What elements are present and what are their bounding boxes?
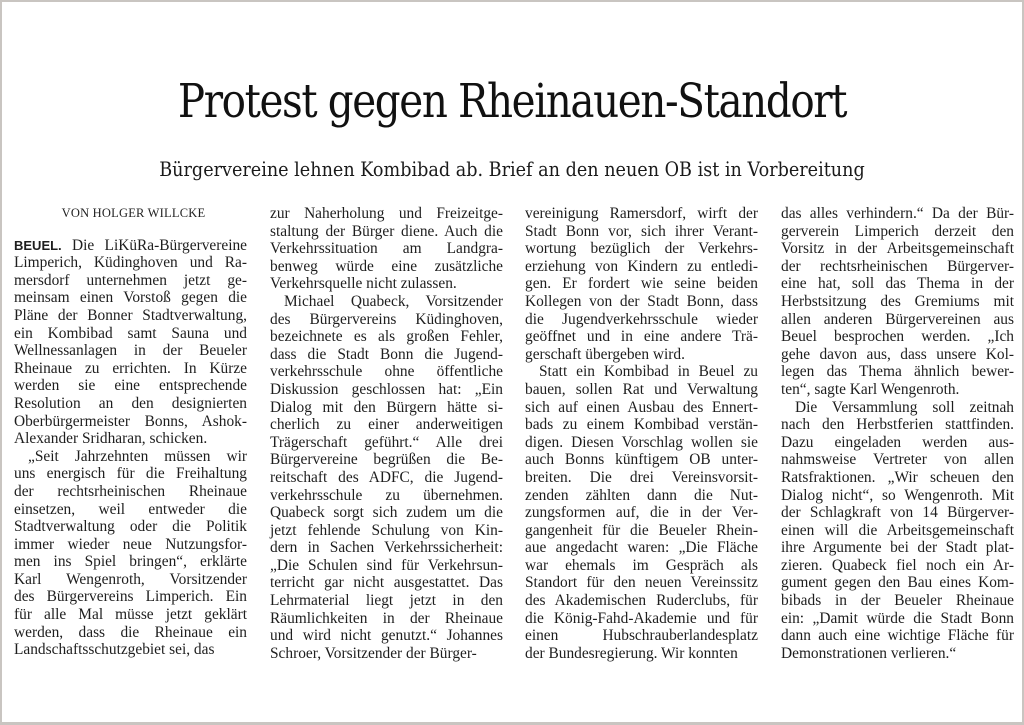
text-line: Diskussion geschlossen hat: „Ein xyxy=(270,380,503,398)
text-line: staltung der Bürger diene. Auch die xyxy=(270,222,503,240)
text-line: Quabeck sorgt sich zudem um die xyxy=(270,504,503,522)
text-line: des Bürgervereins Limperich. Ein xyxy=(14,588,247,606)
text-line: sich auf einen Ausbau des Ennert- xyxy=(525,398,758,416)
text-line: einen will die Arbeitsgemeinschaft xyxy=(781,521,1014,539)
text-line: Kollegen von der Stadt Bonn, dass xyxy=(525,292,758,310)
text-line: ten“, sagte Karl Wengenroth. xyxy=(781,380,960,398)
text-line: Resolution an den designierten xyxy=(14,394,247,412)
text-line: zenden zählten dann die Nut- xyxy=(525,486,758,504)
text-line: und wird nicht genutzt.“ Johannes xyxy=(270,627,503,645)
text-line: Bürgervereine begrüßen die Be- xyxy=(270,451,503,469)
text-line: „Seit Jahrzehnten müssen wir xyxy=(28,447,247,465)
text-line: Wellnessanlagen in der Beueler xyxy=(14,342,247,360)
text-line: bauen, sollen Rat und Verwaltung xyxy=(525,380,758,398)
text-line: benweg würde eine zusätzliche xyxy=(270,257,503,275)
text-line: Herbstsitzung des Gremiums mit xyxy=(781,292,1014,310)
article-column-4 xyxy=(781,205,1014,662)
text-line: Oberbürgermeister Bonns, Ashok- xyxy=(14,412,247,430)
text-line: bads zu einem Kombibad verstän- xyxy=(525,416,758,434)
text-line: für alle Mal müsse jetzt geklärt xyxy=(14,606,247,624)
headline: Protest gegen Rheinauen-Standort xyxy=(177,74,847,129)
text-line: gument gegen den Bau eines Kom- xyxy=(781,574,1014,592)
text-line: zieren. Quabeck fiel noch ein Ar- xyxy=(781,556,1014,574)
text-line: immer wieder neue Nutzungsfor- xyxy=(14,535,247,553)
article-column-3 xyxy=(525,205,758,662)
text-line: men ins Spiel bringen“, erklärte xyxy=(14,553,247,571)
paragraph xyxy=(781,205,1014,399)
text-line: Schroer, Vorsitzender der Bürger- xyxy=(270,644,477,662)
text-line: jetzt fehlende Schulung von Kin- xyxy=(270,521,503,539)
text-line: verkehrsschule ohne öffentliche xyxy=(270,363,503,381)
text-line: Stadt Bonn vor, sich ihrer Verant- xyxy=(525,222,758,240)
text-line: uns energisch für die Freihaltung xyxy=(14,465,247,483)
text-line: cherlich zu einer anderweitigen xyxy=(270,416,503,434)
text-line: legen das Thema ähnlich bewer- xyxy=(781,363,1014,381)
text-line: gerschaft übergeben wird. xyxy=(525,345,685,363)
text-line: Die Versammlung soll zeitnah xyxy=(795,398,1014,416)
text-line: Landschaftsschutzgebiet sei, das xyxy=(14,641,215,659)
text-line: werden sie eine entsprechende xyxy=(14,377,247,395)
text-line: des Bürgervereins Küdinghoven, xyxy=(270,310,503,328)
text-line: Vorsitz in der Arbeitsgemeinschaft xyxy=(781,240,1014,258)
text-line: Rheinaue zu errichten. In Kürze xyxy=(14,359,247,377)
text-line: nach den Herbstferien stattfinden. xyxy=(781,416,1014,434)
text-line: werden, dass die Rheinaue ein xyxy=(14,623,247,641)
text-line: war ehemals im Gespräch als xyxy=(525,556,758,574)
text-line: gehe davon aus, dass unsere Kol- xyxy=(781,345,1014,363)
paragraph xyxy=(14,237,247,448)
text-line: Trägerschaft geführt.“ Alle drei xyxy=(270,433,503,451)
text-line: des Akademischen Ruderclubs, für xyxy=(525,592,758,610)
text-line: verkehrsschule zu übernehmen. xyxy=(270,486,503,504)
text-line: digen. Diesen Vorschlag wollen sie xyxy=(525,433,758,451)
dateline: BEUEL. xyxy=(14,237,62,253)
text-line: ihre Argumente bei der Stadt plat- xyxy=(781,539,1014,557)
text-line: der rechtsrheinischen Rheinaue xyxy=(14,482,247,500)
text-line: Limperich, Küdinghoven und Ra- xyxy=(14,254,247,272)
text-line: Standort für den neuen Vereinssitz xyxy=(525,574,758,592)
text-line: geöffnet und in eine andere Trä- xyxy=(525,328,758,346)
text-line: ein: „Damit würde die Stadt Bonn xyxy=(781,609,1014,627)
text-line: das alles verhindern.“ Da der Bür- xyxy=(781,205,1014,222)
article-column-2 xyxy=(270,205,503,662)
text-line: dern in Sachen Verkehrssicherheit: xyxy=(270,539,503,557)
text-line: erziehung von Kindern zu entledi- xyxy=(525,257,758,275)
text-line: der Bundesregierung. Wir konnten xyxy=(525,644,738,662)
text-line: Stadtverwaltung oder die Politik xyxy=(14,518,247,536)
subheadline: Bürgervereine lehnen Kombibad ab. Brief an den neuen OB ist in Vorbereitung xyxy=(159,157,865,181)
text-line: allen anderen Bürgervereinen aus xyxy=(781,310,1014,328)
paragraph xyxy=(14,448,247,659)
text-line: dann auch eine wichtige Fläche für xyxy=(781,627,1014,645)
byline: VON HOLGER WILLCKE xyxy=(61,206,206,220)
text-line: reitschaft des ADFC, die Jugend- xyxy=(270,468,503,486)
text-line: Ratsfraktionen. „Wir scheuen den xyxy=(781,468,1014,486)
text-line: breiten. Die drei Vereinsvorsit- xyxy=(525,468,758,486)
text-line: Dialog mit den Bürgern hätte si- xyxy=(270,398,503,416)
text-line: bezeichnete es als großen Fehler, xyxy=(270,328,503,346)
text-line: vereinigung Ramersdorf, wirft der xyxy=(525,205,758,222)
text-line: einen Hubschrauberlandesplatz xyxy=(525,627,758,645)
text-line: zungsformen auf, die in der Ver- xyxy=(525,504,758,522)
text-line: terricht gar nicht ausgestattet. Das xyxy=(270,574,503,592)
text-line: BEUEL. Die LiKüRa-Bürgervereine xyxy=(14,236,247,254)
text-line: zur Naherholung und Freizeitge- xyxy=(270,205,503,222)
text-line: einsetzen, weil entweder die xyxy=(14,500,247,518)
text-line: der Schlagkraft von 14 Bürgerver- xyxy=(781,504,1014,522)
text-line: Beuel besprochen werden. „Ich xyxy=(781,328,1014,346)
text-line: aue angedacht waren: „Die Fläche xyxy=(525,539,758,557)
text-line: „Die Schulen sind für Verkehrsun- xyxy=(270,556,503,574)
paragraph xyxy=(525,363,758,662)
text-line: gangenheit für die Beueler Rhein- xyxy=(525,521,758,539)
text-line: Verkehrssituation am Landgra- xyxy=(270,240,503,258)
text-line: Karl Wengenroth, Vorsitzender xyxy=(14,570,247,588)
text-line: Pläne der Bonner Stadtverwaltung, xyxy=(14,306,247,324)
text-line: Demonstrationen verlieren.“ xyxy=(781,644,957,662)
text-line: die König-Fahd-Akademie und für xyxy=(525,609,758,627)
text-line: der rechtsrheinischen Bürgerver- xyxy=(781,257,1014,275)
text-line: wortung bezüglich der Verkehrs- xyxy=(525,240,758,258)
paragraph xyxy=(525,205,758,363)
text-line: Lehrmaterial liegt jetzt in den xyxy=(270,592,503,610)
text-line: Verkehrsquelle nicht zulassen. xyxy=(270,275,457,293)
text-line: ein Kombibad samt Sauna und xyxy=(14,324,247,342)
paragraph xyxy=(270,293,503,662)
text-line: die Jugendverkehrsschule wieder xyxy=(525,310,758,328)
text-line: meinsam einen Vorstoß gegen die xyxy=(14,289,247,307)
text-line: Dazu eingeladen werden aus- xyxy=(781,433,1014,451)
text-line: eine hat, soll das Thema in der xyxy=(781,275,1014,293)
text-line: dass die Stadt Bonn die Jugend- xyxy=(270,345,503,363)
text-line: auch Bonns künftigem OB unter- xyxy=(525,451,758,469)
text-line: nahmsweise Vertreter von allen xyxy=(781,451,1014,469)
text-line: Räumlichkeiten in der Rheinaue xyxy=(270,609,503,627)
paragraph xyxy=(270,205,503,293)
text-line: Statt ein Kombibad in Beuel zu xyxy=(539,363,758,381)
text-line: bibads in der Beueler Rheinaue xyxy=(781,592,1014,610)
article-column-1 xyxy=(14,205,247,659)
paragraph xyxy=(781,399,1014,663)
text-line: mersdorf unternehmen jetzt ge- xyxy=(14,271,247,289)
text-line: Alexander Sridharan, schicken. xyxy=(14,430,208,448)
text-line: gerverein Limperich derzeit den xyxy=(781,222,1014,240)
text-line: gen. Er fordert wie seine beiden xyxy=(525,275,758,293)
text-line: Dialog nicht“, so Wengenroth. Mit xyxy=(781,486,1014,504)
text-line: Michael Quabeck, Vorsitzender xyxy=(284,292,503,310)
